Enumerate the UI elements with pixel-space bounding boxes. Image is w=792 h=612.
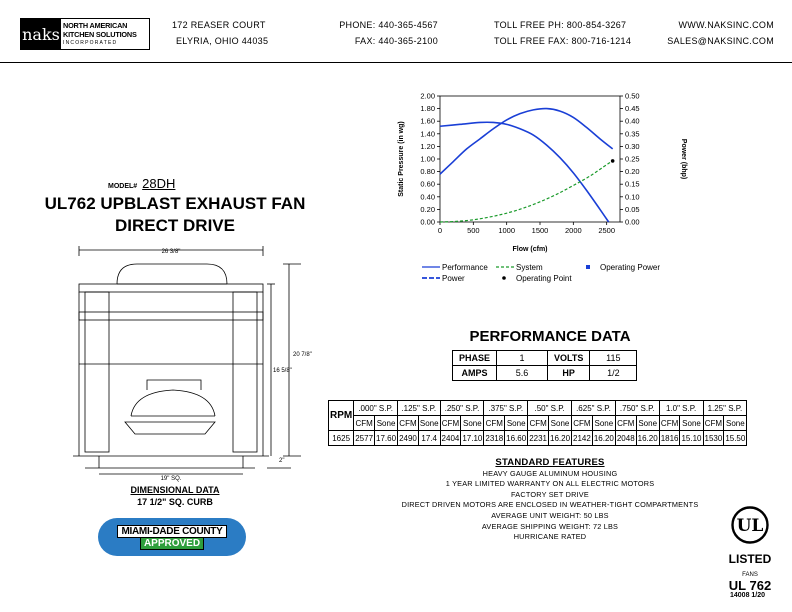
badge-line2: APPROVED xyxy=(140,537,204,550)
y-tick-label: 1.60 xyxy=(420,116,435,126)
amps-value: 5.6 xyxy=(497,366,548,381)
sone-header: Sone xyxy=(375,416,398,431)
x-tick-label: 1500 xyxy=(531,226,549,235)
operating-point-marker xyxy=(611,159,615,163)
chart-ylabel: Static Pressure (in wg) xyxy=(398,121,405,197)
miami-dade-badge xyxy=(98,518,246,556)
company-logo xyxy=(20,18,150,50)
fax: FAX: 440-365-2100 xyxy=(354,36,438,46)
doc-code: 14008 1/20 xyxy=(730,592,766,599)
standard-features xyxy=(330,458,770,543)
web-block xyxy=(640,17,774,49)
y2-tick-label: 0.45 xyxy=(625,104,640,114)
sone-header: Sone xyxy=(636,416,659,431)
sone-value: 17.60 xyxy=(375,431,398,446)
sone-value: 16.20 xyxy=(592,431,615,446)
performance-title: PERFORMANCE DATA xyxy=(469,328,631,345)
sone-value: 16.20 xyxy=(549,431,572,446)
dimensional-caption-sub: 17 1/2" SQ. CURB xyxy=(137,497,213,507)
phase-label: PHASE xyxy=(453,351,497,366)
sone-value: 15.50 xyxy=(724,431,747,446)
y2-tick-label: 0.05 xyxy=(625,204,640,214)
address-line1: 172 REASER COURT xyxy=(172,20,266,30)
y2-tick-label: 0.10 xyxy=(625,192,640,202)
y-tick-label: 2.00 xyxy=(420,91,435,101)
y2-tick-label: 0.30 xyxy=(625,141,640,151)
windband-bottom xyxy=(79,312,263,320)
inner-height-dim-label: 16 5/8" xyxy=(273,368,292,374)
y-tick-label: 0.00 xyxy=(420,217,435,227)
pressure-header: .750" S.P. xyxy=(615,401,659,416)
performance-table xyxy=(452,350,637,381)
y-tick-label: 1.80 xyxy=(420,104,435,114)
y-tick-label: 1.40 xyxy=(420,129,435,139)
cfm-header: CFM xyxy=(659,416,680,431)
ul-logo-icon xyxy=(730,505,770,545)
x-tick-label: 2500 xyxy=(598,226,616,235)
cfm-header: CFM xyxy=(528,416,549,431)
pressure-header: 1.0" S.P. xyxy=(659,401,703,416)
feature-item: AVERAGE UNIT WEIGHT: 50 LBS xyxy=(491,510,609,520)
x-tick-label: 1000 xyxy=(498,226,516,235)
chart-legend xyxy=(422,263,660,283)
ul-fans: FANS xyxy=(742,572,758,578)
y-tick-label: 0.20 xyxy=(420,204,435,214)
cfm-value: 1530 xyxy=(703,431,724,446)
sone-header: Sone xyxy=(418,416,440,431)
legend-system: System xyxy=(516,263,543,272)
feature-item: DIRECT DRIVEN MOTORS ARE ENCLOSED IN WEATHER-TIGHT COMPARTMENTS xyxy=(401,500,699,510)
cfm-value: 1816 xyxy=(659,431,680,446)
pressure-header: .375" S.P. xyxy=(484,401,528,416)
sone-value: 17.4 xyxy=(418,431,440,446)
tollfree-block xyxy=(494,17,631,49)
pressure-header: .000" S.P. xyxy=(354,401,398,416)
cfm-value: 2231 xyxy=(528,431,549,446)
address-block xyxy=(172,17,268,49)
cfm-value: 2318 xyxy=(484,431,505,446)
windband-top xyxy=(79,284,263,292)
pressure-header: .125" S.P. xyxy=(398,401,440,416)
amps-label: AMPS xyxy=(453,366,497,381)
model-number: 28DH xyxy=(142,176,176,191)
cfm-header: CFM xyxy=(398,416,419,431)
tollfree-phone: TOLL FREE PH: 800-854-3267 xyxy=(494,20,627,30)
x-tick-label: 0 xyxy=(437,226,443,235)
email-link[interactable]: SALES@NAKSINC.COM xyxy=(667,36,774,46)
series-line-power xyxy=(440,109,613,175)
sone-value: 16.60 xyxy=(505,431,528,446)
y2-tick-label: 0.40 xyxy=(625,116,640,126)
logo-line3: INCORPORATED xyxy=(63,40,118,46)
ul-listed: LISTED xyxy=(728,552,772,566)
logo-line1: NORTH AMERICAN xyxy=(63,21,128,30)
y-tick-label: 1.00 xyxy=(420,154,435,164)
plot-frame xyxy=(440,96,620,222)
performance-chart xyxy=(380,88,710,293)
bottom-dim-label: 2" xyxy=(279,458,285,464)
curb-dim-label: 19" SQ. xyxy=(160,476,182,482)
sone-header: Sone xyxy=(680,416,703,431)
sone-value: 17.10 xyxy=(461,431,484,446)
website-link[interactable]: WWW.NAKSINC.COM xyxy=(678,20,774,30)
table-row xyxy=(329,416,747,431)
y2-tick-label: 0.20 xyxy=(625,167,640,177)
cfm-header: CFM xyxy=(354,416,375,431)
cfm-value: 2142 xyxy=(572,431,593,446)
address-line2: ELYRIA, OHIO 44035 xyxy=(176,36,269,46)
pressure-header: .250" S.P. xyxy=(440,401,484,416)
cfm-header: CFM xyxy=(440,416,461,431)
y2-tick-label: 0.25 xyxy=(625,154,640,164)
dimensional-caption-title: DIMENSIONAL DATA xyxy=(130,485,220,495)
phase-value: 1 xyxy=(497,351,548,366)
feature-item: HEAVY GAUGE ALUMINUM HOUSING xyxy=(482,468,618,478)
sone-header: Sone xyxy=(461,416,484,431)
dimensional-caption xyxy=(60,484,290,508)
legend-operating-power: Operating Power xyxy=(600,263,661,272)
sone-value: 15.10 xyxy=(680,431,703,446)
y-tick-label: 0.40 xyxy=(420,192,435,202)
phone-block xyxy=(330,17,438,49)
volts-label: VOLTS xyxy=(548,351,590,366)
cfm-header: CFM xyxy=(572,416,593,431)
table-row xyxy=(453,366,637,381)
series-line-performance xyxy=(440,122,609,222)
ul-standard: UL 762 xyxy=(728,578,772,593)
chart-xlabel: Flow (cfm) xyxy=(512,246,548,253)
rating-table xyxy=(328,400,747,446)
y-tick-label: 0.80 xyxy=(420,167,435,177)
feature-item: HURRICANE RATED xyxy=(513,532,587,542)
y-tick-label: 1.20 xyxy=(420,141,435,151)
cfm-value: 2048 xyxy=(615,431,636,446)
fan-hood xyxy=(117,264,227,284)
legend-operating-point: Operating Point xyxy=(516,274,572,283)
pressure-header: .625" S.P. xyxy=(572,401,616,416)
cfm-value: 2577 xyxy=(354,431,375,446)
phone: PHONE: 440-365-4567 xyxy=(339,20,438,30)
ul-listing xyxy=(720,505,780,593)
svg-text:UL: UL xyxy=(736,516,764,536)
x-tick-label: 500 xyxy=(467,226,480,235)
hp-value: 1/2 xyxy=(590,366,637,381)
chart-y2label: Power (bhp) xyxy=(680,138,687,180)
sone-header: Sone xyxy=(592,416,615,431)
logo-mark: naks xyxy=(21,19,61,49)
feature-item: 1 YEAR LIMITED WARRANTY ON ALL ELECTRIC MOTORS xyxy=(445,479,655,489)
y2-tick-label: 0.00 xyxy=(625,217,640,227)
legend-power: Power xyxy=(442,274,465,283)
rpm-header: RPM xyxy=(329,401,354,431)
pressure-header: 1.25" S.P. xyxy=(703,401,747,416)
tollfree-fax: TOLL FREE FAX: 800-716-1214 xyxy=(494,36,632,46)
y-tick-label: 0.60 xyxy=(420,179,435,189)
volts-value: 115 xyxy=(590,351,637,366)
feature-item: AVERAGE SHIPPING WEIGHT: 72 LBS xyxy=(481,521,619,531)
sone-value: 16.20 xyxy=(636,431,659,446)
legend-performance: Performance xyxy=(442,263,488,272)
width-dim-label: 26 3/8" xyxy=(161,249,181,255)
fan-wheel xyxy=(131,390,215,416)
cfm-value: 2404 xyxy=(440,431,461,446)
sone-header: Sone xyxy=(724,416,747,431)
pressure-header: .50" S.P. xyxy=(528,401,572,416)
product-subtitle: DIRECT DRIVE xyxy=(115,216,235,235)
cfm-header: CFM xyxy=(484,416,505,431)
badge-line1: MIAMI-DADE COUNTY xyxy=(117,525,226,538)
rpm-value: 1625 xyxy=(329,431,354,446)
model-line xyxy=(108,176,175,191)
height-dim-label: 20 7/8" xyxy=(293,352,312,358)
cfm-header: CFM xyxy=(615,416,636,431)
sone-header: Sone xyxy=(505,416,528,431)
table-row xyxy=(329,401,747,416)
logo-line2: KITCHEN SOLUTIONS xyxy=(63,30,137,39)
product-title: UL762 UPBLAST EXHAUST FAN xyxy=(44,194,306,213)
header-divider xyxy=(0,62,792,63)
y2-tick-label: 0.35 xyxy=(625,129,640,139)
x-tick-label: 2000 xyxy=(564,226,582,235)
cfm-value: 2490 xyxy=(398,431,419,446)
y2-tick-label: 0.50 xyxy=(625,91,640,101)
cfm-header: CFM xyxy=(703,416,724,431)
y2-tick-label: 0.15 xyxy=(625,179,640,189)
table-row xyxy=(453,351,637,366)
table-row xyxy=(329,431,747,446)
feature-item: FACTORY SET DRIVE xyxy=(511,489,589,499)
fan-dimensional-drawing xyxy=(55,244,325,482)
hp-label: HP xyxy=(548,366,590,381)
sone-header: Sone xyxy=(549,416,572,431)
features-title: STANDARD FEATURES xyxy=(495,457,605,468)
model-label: MODEL# xyxy=(108,183,138,190)
